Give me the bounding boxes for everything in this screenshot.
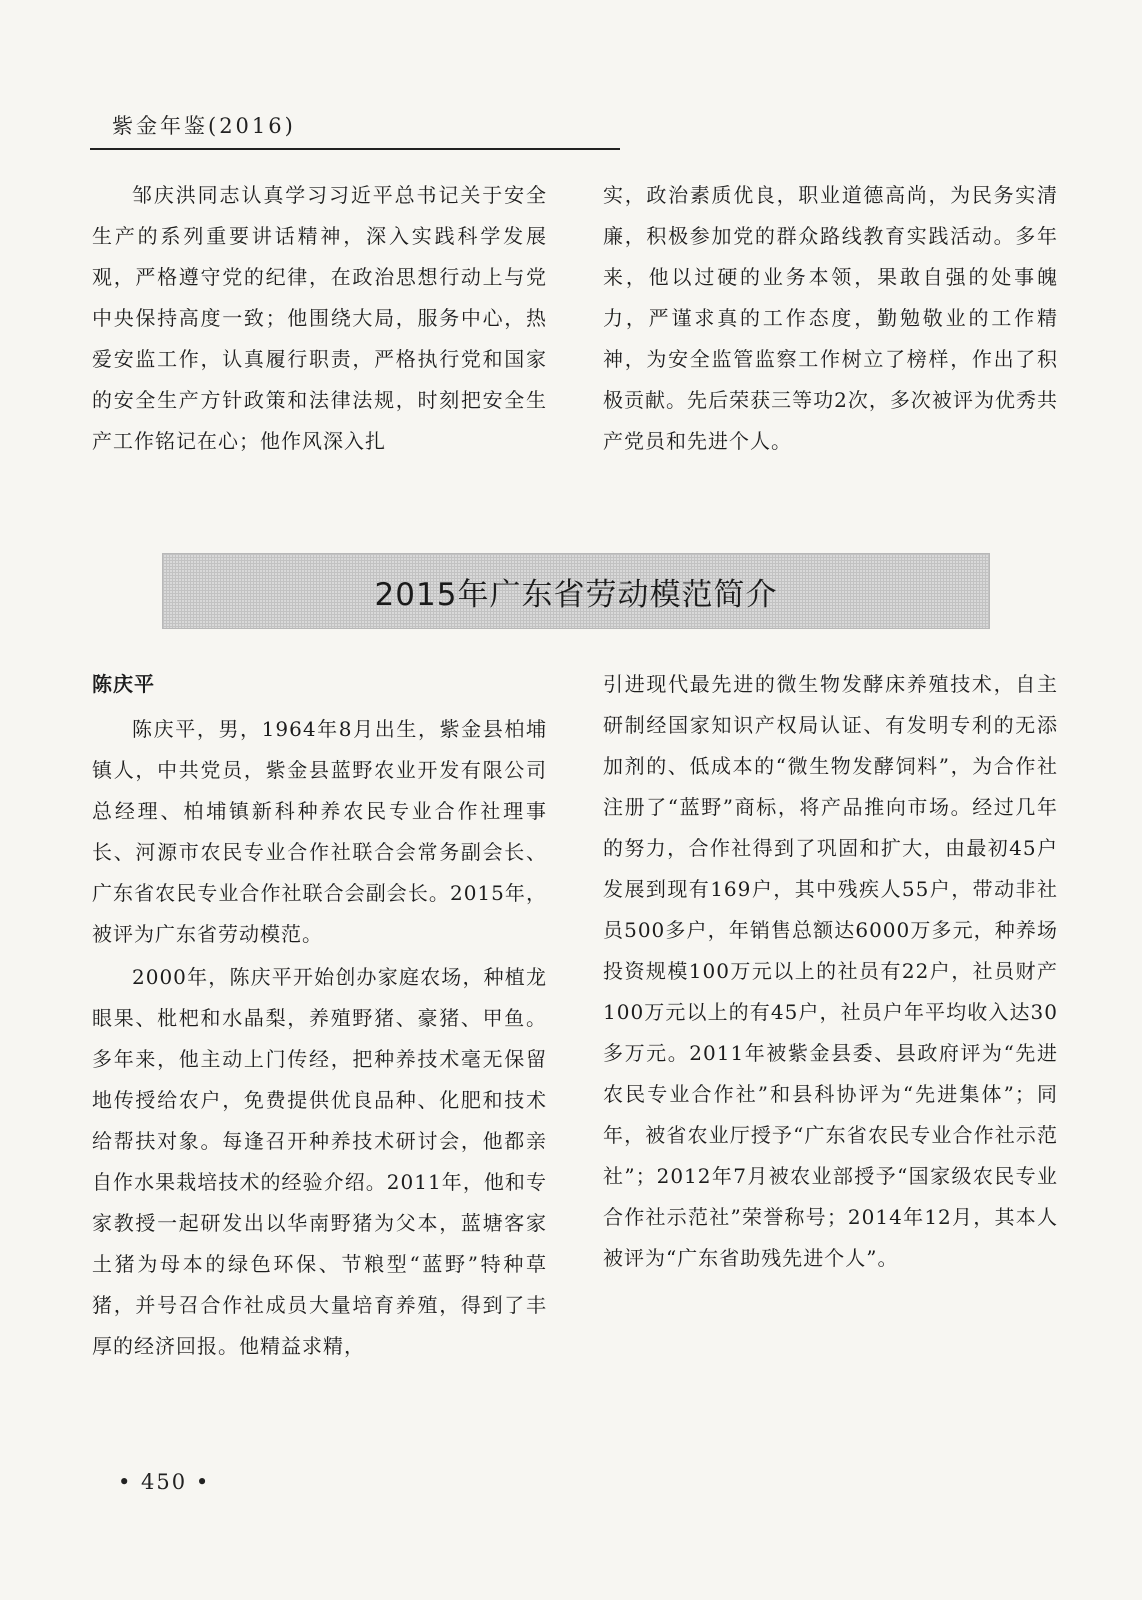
bottom-left-column	[92, 664, 547, 1367]
top-right-column	[603, 175, 1058, 462]
article-paragraph-2: 2000年，陈庆平开始创办家庭农场，种植龙眼果、枇杷和水晶梨，养殖野猪、豪猪、甲鱼。多年来，他主动上门传经，把种养技术毫无保留地传授给农户，免费提供优良品种、化肥和技术给帮扶对象。每逢召开种养技术研讨会，他都亲自作水果栽培技术的经验介绍。2011年，他和专家教授一起研发出以华南野猪为父本，蓝塘客家土猪为母本的绿色环保、节粮型“蓝野”特种草猪，并号召合作社成员大量培育养殖，得到了丰厚的经济回报。他精益求精，	[92, 965, 547, 1358]
running-head-title: 紫金年鉴(2016)	[112, 114, 296, 138]
article-paragraph-2-continued: 引进现代最先进的微生物发酵床养殖技术，自主研制经国家知识产权局认证、有发明专利的无添加剂的、低成本的“微生物发酵饲料”，为合作社注册了“蓝野”商标，将产品推向市场。经过几年的努力，合作社得到了巩固和扩大，由最初45户发展到现有169户，其中残疾人55户，带动非社员500多户，年销售总额达6000万多元，种养场投资规模100万元以上的社员有22户，社员财产100万元以上的有45户，社员户年平均收入达30多万元。2011年被紫金县委、县政府评为“先进农民专业合作社”和县科协评为“先进集体”；同年，被省农业厅授予“广东省农民专业合作社示范社”；2012年7月被农业部授予“国家级农民专业合作社示范社”荣誉称号；2014年12月，其本人被评为“广东省助残先进个人”。	[603, 672, 1058, 1270]
header-rule	[90, 148, 620, 150]
page-number: • 450 •	[118, 1470, 211, 1494]
top-right-paragraph: 实，政治素质优良，职业道德高尚，为民务实清廉，积极参加党的群众路线教育实践活动。多年来，他以过硬的业务本领，果敢自强的处事魄力，严谨求真的工作态度，勤勉敬业的工作精神，为安全监管监察工作树立了榜样，作出了积极贡献。先后荣获三等功2次，多次被评为优秀共产党员和先进个人。	[603, 183, 1058, 453]
article-paragraph-1: 陈庆平，男，1964年8月出生，紫金县柏埔镇人，中共党员，紫金县蓝野农业开发有限公司总经理、柏埔镇新科种养农民专业合作社理事长、河源市农民专业合作社联合会常务副会长、广东省农民专业合作社联合会副会长。2015年，被评为广东省劳动模范。	[92, 717, 547, 946]
bottom-right-column	[603, 664, 1058, 1279]
top-left-paragraph: 邹庆洪同志认真学习习近平总书记关于安全生产的系列重要讲话精神，深入实践科学发展观，严格遵守党的纪律，在政治思想行动上与党中央保持高度一致；他围绕大局，服务中心，热爱安监工作，认真履行职责，严格执行党和国家的安全生产方针政策和法律法规，时刻把安全生产工作铭记在心；他作风深入扎	[92, 183, 547, 453]
person-name-heading: 陈庆平	[92, 672, 155, 696]
section-title: 2015年广东省劳动模范简介	[374, 576, 778, 613]
top-left-column	[92, 175, 547, 462]
section-banner	[162, 553, 990, 629]
